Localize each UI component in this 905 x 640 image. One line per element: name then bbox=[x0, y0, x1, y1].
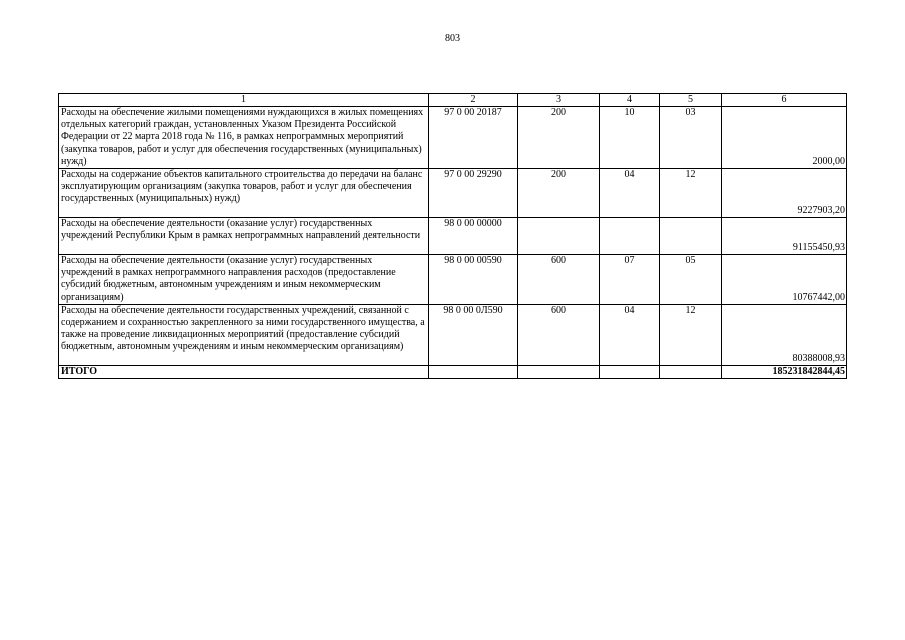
row-code: 98 0 00 00000 bbox=[429, 218, 518, 255]
row-subsection: 05 bbox=[660, 255, 722, 305]
header-row bbox=[59, 94, 847, 107]
table-row bbox=[59, 304, 847, 365]
row-description: Расходы на обеспечение деятельности (оказание услуг) государственных учреждений Республики Крым в рамках непрограммных направлений деятельности bbox=[59, 218, 429, 255]
row-subsection: 12 bbox=[660, 169, 722, 218]
row-section: 10 bbox=[600, 107, 660, 169]
row-type: 200 bbox=[518, 169, 600, 218]
total-amount: 185231842844,45 bbox=[722, 365, 847, 378]
header-cell-6: 6 bbox=[722, 94, 847, 107]
total-empty-cell bbox=[518, 365, 600, 378]
table-row bbox=[59, 218, 847, 255]
table-row bbox=[59, 255, 847, 305]
header-cell-4: 4 bbox=[600, 94, 660, 107]
row-type: 200 bbox=[518, 107, 600, 169]
page-number: 803 bbox=[445, 33, 460, 44]
row-description: Расходы на обеспечение жилыми помещениями нуждающихся в жилых помещениях отдельных категорий граждан, установленных Указом Президента Российской Федерации от 22 марта 2018 года № 116, в рамках непрограммных мероприятий (закупка товаров, работ и услуг для обеспечения государственных (муниципальных) нужд) bbox=[59, 107, 429, 169]
row-section bbox=[600, 218, 660, 255]
row-amount: 9227903,20 bbox=[722, 169, 847, 218]
row-type: 600 bbox=[518, 255, 600, 305]
row-code: 98 0 00 0Л590 bbox=[429, 304, 518, 365]
total-empty-cell bbox=[660, 365, 722, 378]
budget-table bbox=[58, 93, 847, 379]
row-type bbox=[518, 218, 600, 255]
row-subsection: 12 bbox=[660, 304, 722, 365]
row-description: Расходы на обеспечение деятельности государственных учреждений, связанной с содержанием и сохранностью закрепленного за ними государственного имущества, а также на проведение ликвидационных мероприятий (предоставление субсидий бюджетным, автономным учреждениям и иным некоммерческим организациям) bbox=[59, 304, 429, 365]
total-label: ИТОГО bbox=[59, 365, 429, 378]
total-empty-cell bbox=[600, 365, 660, 378]
header-cell-2: 2 bbox=[429, 94, 518, 107]
row-subsection: 03 bbox=[660, 107, 722, 169]
total-row bbox=[59, 365, 847, 378]
row-code: 98 0 00 00590 bbox=[429, 255, 518, 305]
header-cell-5: 5 bbox=[660, 94, 722, 107]
row-subsection bbox=[660, 218, 722, 255]
row-amount: 2000,00 bbox=[722, 107, 847, 169]
row-amount: 10767442,00 bbox=[722, 255, 847, 305]
row-code: 97 0 00 29290 bbox=[429, 169, 518, 218]
table-row bbox=[59, 169, 847, 218]
header-cell-1: 1 bbox=[59, 94, 429, 107]
row-section: 04 bbox=[600, 169, 660, 218]
table-row bbox=[59, 107, 847, 169]
row-section: 04 bbox=[600, 304, 660, 365]
row-amount: 91155450,93 bbox=[722, 218, 847, 255]
row-code: 97 0 00 20187 bbox=[429, 107, 518, 169]
row-amount: 80388008,93 bbox=[722, 304, 847, 365]
row-type: 600 bbox=[518, 304, 600, 365]
row-description: Расходы на обеспечение деятельности (оказание услуг) государственных учреждений в рамках непрограммного направления расходов (предоставление субсидий бюджетным, автономным учреждениям и иным некоммерческим организациям) bbox=[59, 255, 429, 305]
header-cell-3: 3 bbox=[518, 94, 600, 107]
total-empty-cell bbox=[429, 365, 518, 378]
row-section: 07 bbox=[600, 255, 660, 305]
row-description: Расходы на содержание объектов капитального строительства до передачи на баланс эксплуатирующим организациям (закупка товаров, работ и услуг для обеспечения государственных (муниципальных) нужд) bbox=[59, 169, 429, 218]
